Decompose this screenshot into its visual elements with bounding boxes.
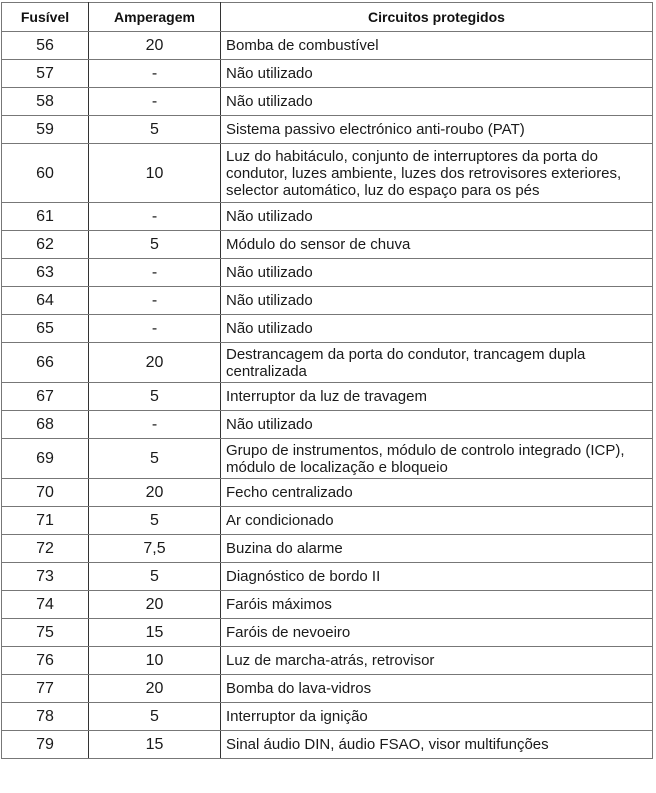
- table-row: [2, 383, 653, 411]
- amperage-cell: 5: [89, 231, 221, 259]
- amperage-cell: 20: [89, 675, 221, 703]
- circuit-description-cell: Grupo de instrumentos, módulo de controlo integrado (ICP), módulo de localização e bloqueio: [221, 439, 653, 479]
- fuse-number-cell: 71: [2, 507, 89, 535]
- table-row: [2, 411, 653, 439]
- circuit-description-cell: Faróis de nevoeiro: [221, 619, 653, 647]
- fuse-number-cell: 65: [2, 315, 89, 343]
- table-row: [2, 731, 653, 759]
- fuse-number-cell: 63: [2, 259, 89, 287]
- table-row: [2, 144, 653, 203]
- circuit-description-cell: Não utilizado: [221, 60, 653, 88]
- fuse-number-cell: 64: [2, 287, 89, 315]
- table-row: [2, 32, 653, 60]
- amperage-cell: 10: [89, 647, 221, 675]
- table-row: [2, 287, 653, 315]
- table-row: [2, 479, 653, 507]
- amperage-cell: -: [89, 411, 221, 439]
- fuse-number-cell: 69: [2, 439, 89, 479]
- circuit-description-cell: Ar condicionado: [221, 507, 653, 535]
- amperage-cell: -: [89, 315, 221, 343]
- amperage-cell: 20: [89, 32, 221, 60]
- circuit-description-cell: Interruptor da luz de travagem: [221, 383, 653, 411]
- fuse-number-cell: 61: [2, 203, 89, 231]
- fuse-number-cell: 67: [2, 383, 89, 411]
- amperage-cell: 5: [89, 439, 221, 479]
- circuit-description-cell: Destrancagem da porta do condutor, trancagem dupla centralizada: [221, 343, 653, 383]
- fuse-number-cell: 72: [2, 535, 89, 563]
- table-row: [2, 60, 653, 88]
- amperage-cell: -: [89, 60, 221, 88]
- circuit-description-cell: Diagnóstico de bordo II: [221, 563, 653, 591]
- table-body: [2, 32, 653, 759]
- fuse-number-cell: 76: [2, 647, 89, 675]
- table-row: [2, 116, 653, 144]
- table-row: [2, 675, 653, 703]
- circuit-description-cell: Não utilizado: [221, 315, 653, 343]
- circuit-description-cell: Sistema passivo electrónico anti-roubo (PAT): [221, 116, 653, 144]
- table-row: [2, 315, 653, 343]
- header-fuse: Fusível: [2, 3, 89, 32]
- fuse-number-cell: 59: [2, 116, 89, 144]
- fuse-number-cell: 56: [2, 32, 89, 60]
- circuit-description-cell: Módulo do sensor de chuva: [221, 231, 653, 259]
- fuse-number-cell: 60: [2, 144, 89, 203]
- circuit-description-cell: Não utilizado: [221, 287, 653, 315]
- amperage-cell: 5: [89, 563, 221, 591]
- fuse-number-cell: 62: [2, 231, 89, 259]
- amperage-cell: 15: [89, 619, 221, 647]
- circuit-description-cell: Interruptor da ignição: [221, 703, 653, 731]
- amperage-cell: 20: [89, 479, 221, 507]
- circuit-description-cell: Não utilizado: [221, 203, 653, 231]
- amperage-cell: 7,5: [89, 535, 221, 563]
- table-row: [2, 703, 653, 731]
- fuse-number-cell: 74: [2, 591, 89, 619]
- amperage-cell: 5: [89, 116, 221, 144]
- fuse-number-cell: 68: [2, 411, 89, 439]
- fuse-table: [1, 2, 653, 759]
- fuse-number-cell: 75: [2, 619, 89, 647]
- table-row: [2, 231, 653, 259]
- circuit-description-cell: Fecho centralizado: [221, 479, 653, 507]
- amperage-cell: 10: [89, 144, 221, 203]
- table-row: [2, 591, 653, 619]
- fuse-number-cell: 77: [2, 675, 89, 703]
- circuit-description-cell: Não utilizado: [221, 88, 653, 116]
- fuse-number-cell: 78: [2, 703, 89, 731]
- table-row: [2, 619, 653, 647]
- fuse-number-cell: 57: [2, 60, 89, 88]
- table-header-row: [2, 3, 653, 32]
- fuse-number-cell: 58: [2, 88, 89, 116]
- amperage-cell: 20: [89, 591, 221, 619]
- circuit-description-cell: Faróis máximos: [221, 591, 653, 619]
- amperage-cell: -: [89, 88, 221, 116]
- amperage-cell: -: [89, 287, 221, 315]
- amperage-cell: 5: [89, 383, 221, 411]
- fuse-number-cell: 79: [2, 731, 89, 759]
- table-row: [2, 535, 653, 563]
- circuit-description-cell: Bomba do lava-vidros: [221, 675, 653, 703]
- table-row: [2, 647, 653, 675]
- table-row: [2, 259, 653, 287]
- circuit-description-cell: Sinal áudio DIN, áudio FSAO, visor multifunções: [221, 731, 653, 759]
- amperage-cell: 15: [89, 731, 221, 759]
- amperage-cell: -: [89, 259, 221, 287]
- amperage-cell: 5: [89, 703, 221, 731]
- fuse-number-cell: 66: [2, 343, 89, 383]
- fuse-number-cell: 70: [2, 479, 89, 507]
- circuit-description-cell: Luz de marcha-atrás, retrovisor: [221, 647, 653, 675]
- table-row: [2, 563, 653, 591]
- amperage-cell: -: [89, 203, 221, 231]
- circuit-description-cell: Luz do habitáculo, conjunto de interruptores da porta do condutor, luzes ambiente, luzes dos retrovisores exteriores, selector automático, luz do espaço para os pés: [221, 144, 653, 203]
- header-circuits: Circuitos protegidos: [221, 3, 653, 32]
- circuit-description-cell: Não utilizado: [221, 411, 653, 439]
- header-amperage: Amperagem: [89, 3, 221, 32]
- amperage-cell: 5: [89, 507, 221, 535]
- circuit-description-cell: Bomba de combustível: [221, 32, 653, 60]
- table-row: [2, 439, 653, 479]
- circuit-description-cell: Não utilizado: [221, 259, 653, 287]
- table-row: [2, 88, 653, 116]
- table-row: [2, 507, 653, 535]
- table-row: [2, 343, 653, 383]
- amperage-cell: 20: [89, 343, 221, 383]
- fuse-number-cell: 73: [2, 563, 89, 591]
- circuit-description-cell: Buzina do alarme: [221, 535, 653, 563]
- table-row: [2, 203, 653, 231]
